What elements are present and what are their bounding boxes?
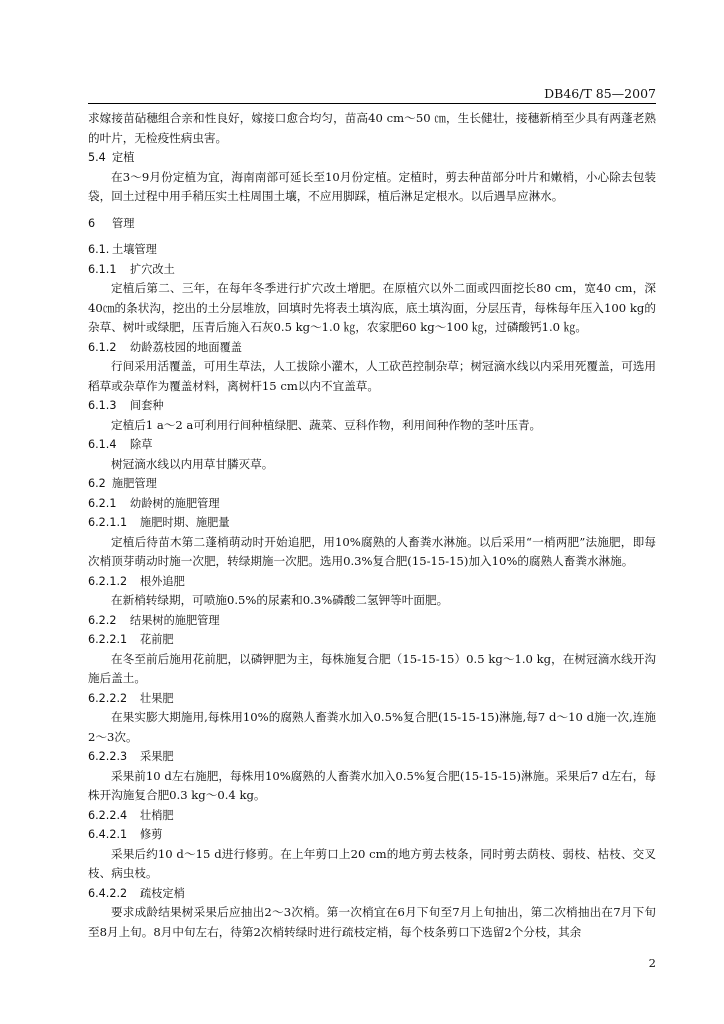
heading-title: 定植 (112, 151, 135, 164)
paragraph: 要求成龄结果树采果后应抽出2～3次梢。第一次梢宜在6月下旬至7月上旬抽出，第二次梢抽出在7月下旬至8月上旬。8月中旬左右，待第2次梢转绿时进行疏枝定梢，每个枝条剪口下选留2个分枝，其余 (88, 905, 656, 939)
heading-title: 采果肥 (140, 750, 174, 763)
section-heading-6-1-3 (88, 396, 656, 416)
section-heading-6-2-1 (88, 494, 656, 514)
heading-title: 根外追肥 (140, 574, 185, 588)
heading-title: 土壤管理 (112, 243, 157, 256)
paragraph: 在果实膨大期施用,每株用10%的腐熟人畜粪水加入0.5%复合肥(15-15-15)淋施,每7 d～10 d施一次,连施2～3次。 (88, 710, 656, 744)
heading-title: 幼龄荔枝园的地面覆盖 (130, 340, 242, 354)
heading-title: 间套种 (130, 399, 164, 412)
heading-number: 6.1.4 (88, 438, 117, 451)
paragraph: 求嫁接苗砧穗组合亲和性良好，嫁接口愈合均匀，苗高40 cm～50 ㎝，生长健壮，接穗新梢至少具有两蓬老熟的叶片，无检疫性病虫害。 (88, 111, 656, 145)
heading-number: 6.2.1 (88, 496, 117, 510)
section-heading-6-1 (88, 240, 656, 260)
section-heading-6-2 (88, 474, 656, 494)
heading-title: 结果树的施肥管理 (130, 613, 220, 627)
heading-number: 6.1.2 (88, 340, 117, 354)
heading-title: 幼龄树的施肥管理 (130, 496, 220, 510)
heading-title: 壮果肥 (140, 691, 174, 705)
heading-number: 6.2.1.2 (88, 574, 128, 588)
section-heading-6-1-1 (88, 260, 656, 280)
heading-number: 6.1.1 (88, 262, 117, 276)
header-rule (88, 103, 656, 104)
section-heading-6-2-2-4 (88, 806, 656, 826)
paragraph: 树冠滴水线以内用草甘膦灭草。 (111, 456, 274, 471)
heading-title: 花前肥 (140, 633, 174, 646)
heading-title: 施肥管理 (112, 477, 157, 490)
section-heading-6-1-4 (88, 435, 656, 455)
heading-number: 6 (88, 216, 96, 230)
paragraph: 定植后第二、三年，在每年冬季进行扩穴改土增肥。在原植穴以外二面或四面挖长80 cm，宽40 cm，深40㎝的条状沟，挖出的土分层堆放，回填时先将表土填沟底，底土填沟面，分层压青，每株每年压入100 kg的杂草、树叶或绿肥，压青后施入石灰0.5 kg～1.0 ㎏，农家肥60 kg～100 ㎏，过磷酸钙1.0 ㎏。 (88, 281, 656, 334)
section-heading-6-4-2-1 (88, 825, 656, 845)
paragraph: 在3～9月份定植为宜，海南南部可延长至10月份定植。定植时，剪去种苗部分叶片和嫩梢，小心除去包装袋，回土过程中用手稍压实土柱周围土壤，不应用脚踩，植后淋足定根水。以后遇旱应淋水。 (88, 169, 656, 203)
heading-number: 5.4 (88, 151, 106, 164)
heading-title: 施肥时期、施肥量 (140, 516, 230, 529)
paragraph: 定植后待苗木第二蓬梢萌动时开始追肥，用10%腐熟的人畜粪水淋施。以后采用“一梢两肥”法施肥，即每次梢顶芽萌动时施一次肥，转绿期施一次肥。选用0.3%复合肥(15-15-15)加入10%的腐熟人畜粪水淋施。 (88, 534, 656, 568)
heading-title: 壮梢肥 (140, 808, 174, 822)
section-heading-6-2-1-1 (88, 513, 656, 533)
heading-number: 6.2.1.1 (88, 516, 128, 529)
section-heading-6-2-2-2 (88, 689, 656, 709)
heading-number: 6.4.2.1 (88, 828, 128, 841)
heading-title: 扩穴改土 (130, 262, 175, 276)
section-heading-6 (88, 214, 656, 234)
heading-number: 6.1. (88, 243, 110, 256)
paragraph: 在冬至前后施用花前肥，以磷钾肥为主，每株施复合肥（15-15-15）0.5 kg～1.0 kg，在树冠滴水线开沟施后盖土。 (88, 651, 656, 685)
paragraph: 采果前10 d左右施肥，每株用10%腐熟的人畜粪水加入0.5%复合肥(15-15-15)淋施。采果后7 d左右，每株开沟施复合肥0.3 kg～0.4 kg。 (88, 768, 656, 802)
standard-code: DB46/T 85—2007 (544, 86, 656, 101)
paragraph: 在新梢转绿期，可喷施0.5%的尿素和0.3%磷酸二氢钾等叶面肥。 (111, 593, 449, 607)
heading-number: 6.1.3 (88, 399, 117, 412)
paragraph: 采果后约10 d～15 d进行修剪。在上年剪口上20 cm的地方剪去枝条，同时剪去荫枝、弱枝、枯枝、交叉枝、病虫枝。 (88, 846, 656, 880)
heading-number: 6.2.2.1 (88, 633, 128, 646)
section-heading-6-1-2 (88, 338, 656, 358)
heading-title: 疏枝定梢 (140, 886, 185, 900)
heading-title: 除草 (130, 438, 153, 451)
heading-number: 6.2.2.3 (88, 750, 128, 763)
section-heading-6-4-2-2 (88, 884, 656, 904)
heading-number: 6.2.2 (88, 613, 117, 627)
heading-number: 6.4.2.2 (88, 886, 128, 900)
section-heading-5-4 (88, 148, 656, 168)
document-body (88, 109, 656, 942)
page-number: 2 (648, 956, 656, 970)
section-heading-6-2-2 (88, 611, 656, 631)
heading-number: 6.2 (88, 477, 106, 490)
section-heading-6-2-2-1 (88, 630, 656, 650)
heading-number: 6.2.2.2 (88, 691, 128, 705)
section-heading-6-2-2-3 (88, 747, 656, 767)
heading-number: 6.2.2.4 (88, 808, 128, 822)
paragraph: 行间采用活覆盖，可用生草法，人工拔除小灌木，人工砍芭控制杂草；树冠滴水线以内采用死覆盖，可选用稻草或杂草作为覆盖材料，离树杆15 cm以内不宜盖草。 (88, 359, 656, 393)
paragraph: 定植后1 a～2 a可利用行间种植绿肥、蔬菜、豆科作物，利用间种作物的茎叶压青。 (111, 417, 542, 432)
heading-title: 修剪 (140, 828, 163, 841)
section-heading-6-2-1-2 (88, 572, 656, 592)
heading-title: 管理 (112, 216, 135, 230)
